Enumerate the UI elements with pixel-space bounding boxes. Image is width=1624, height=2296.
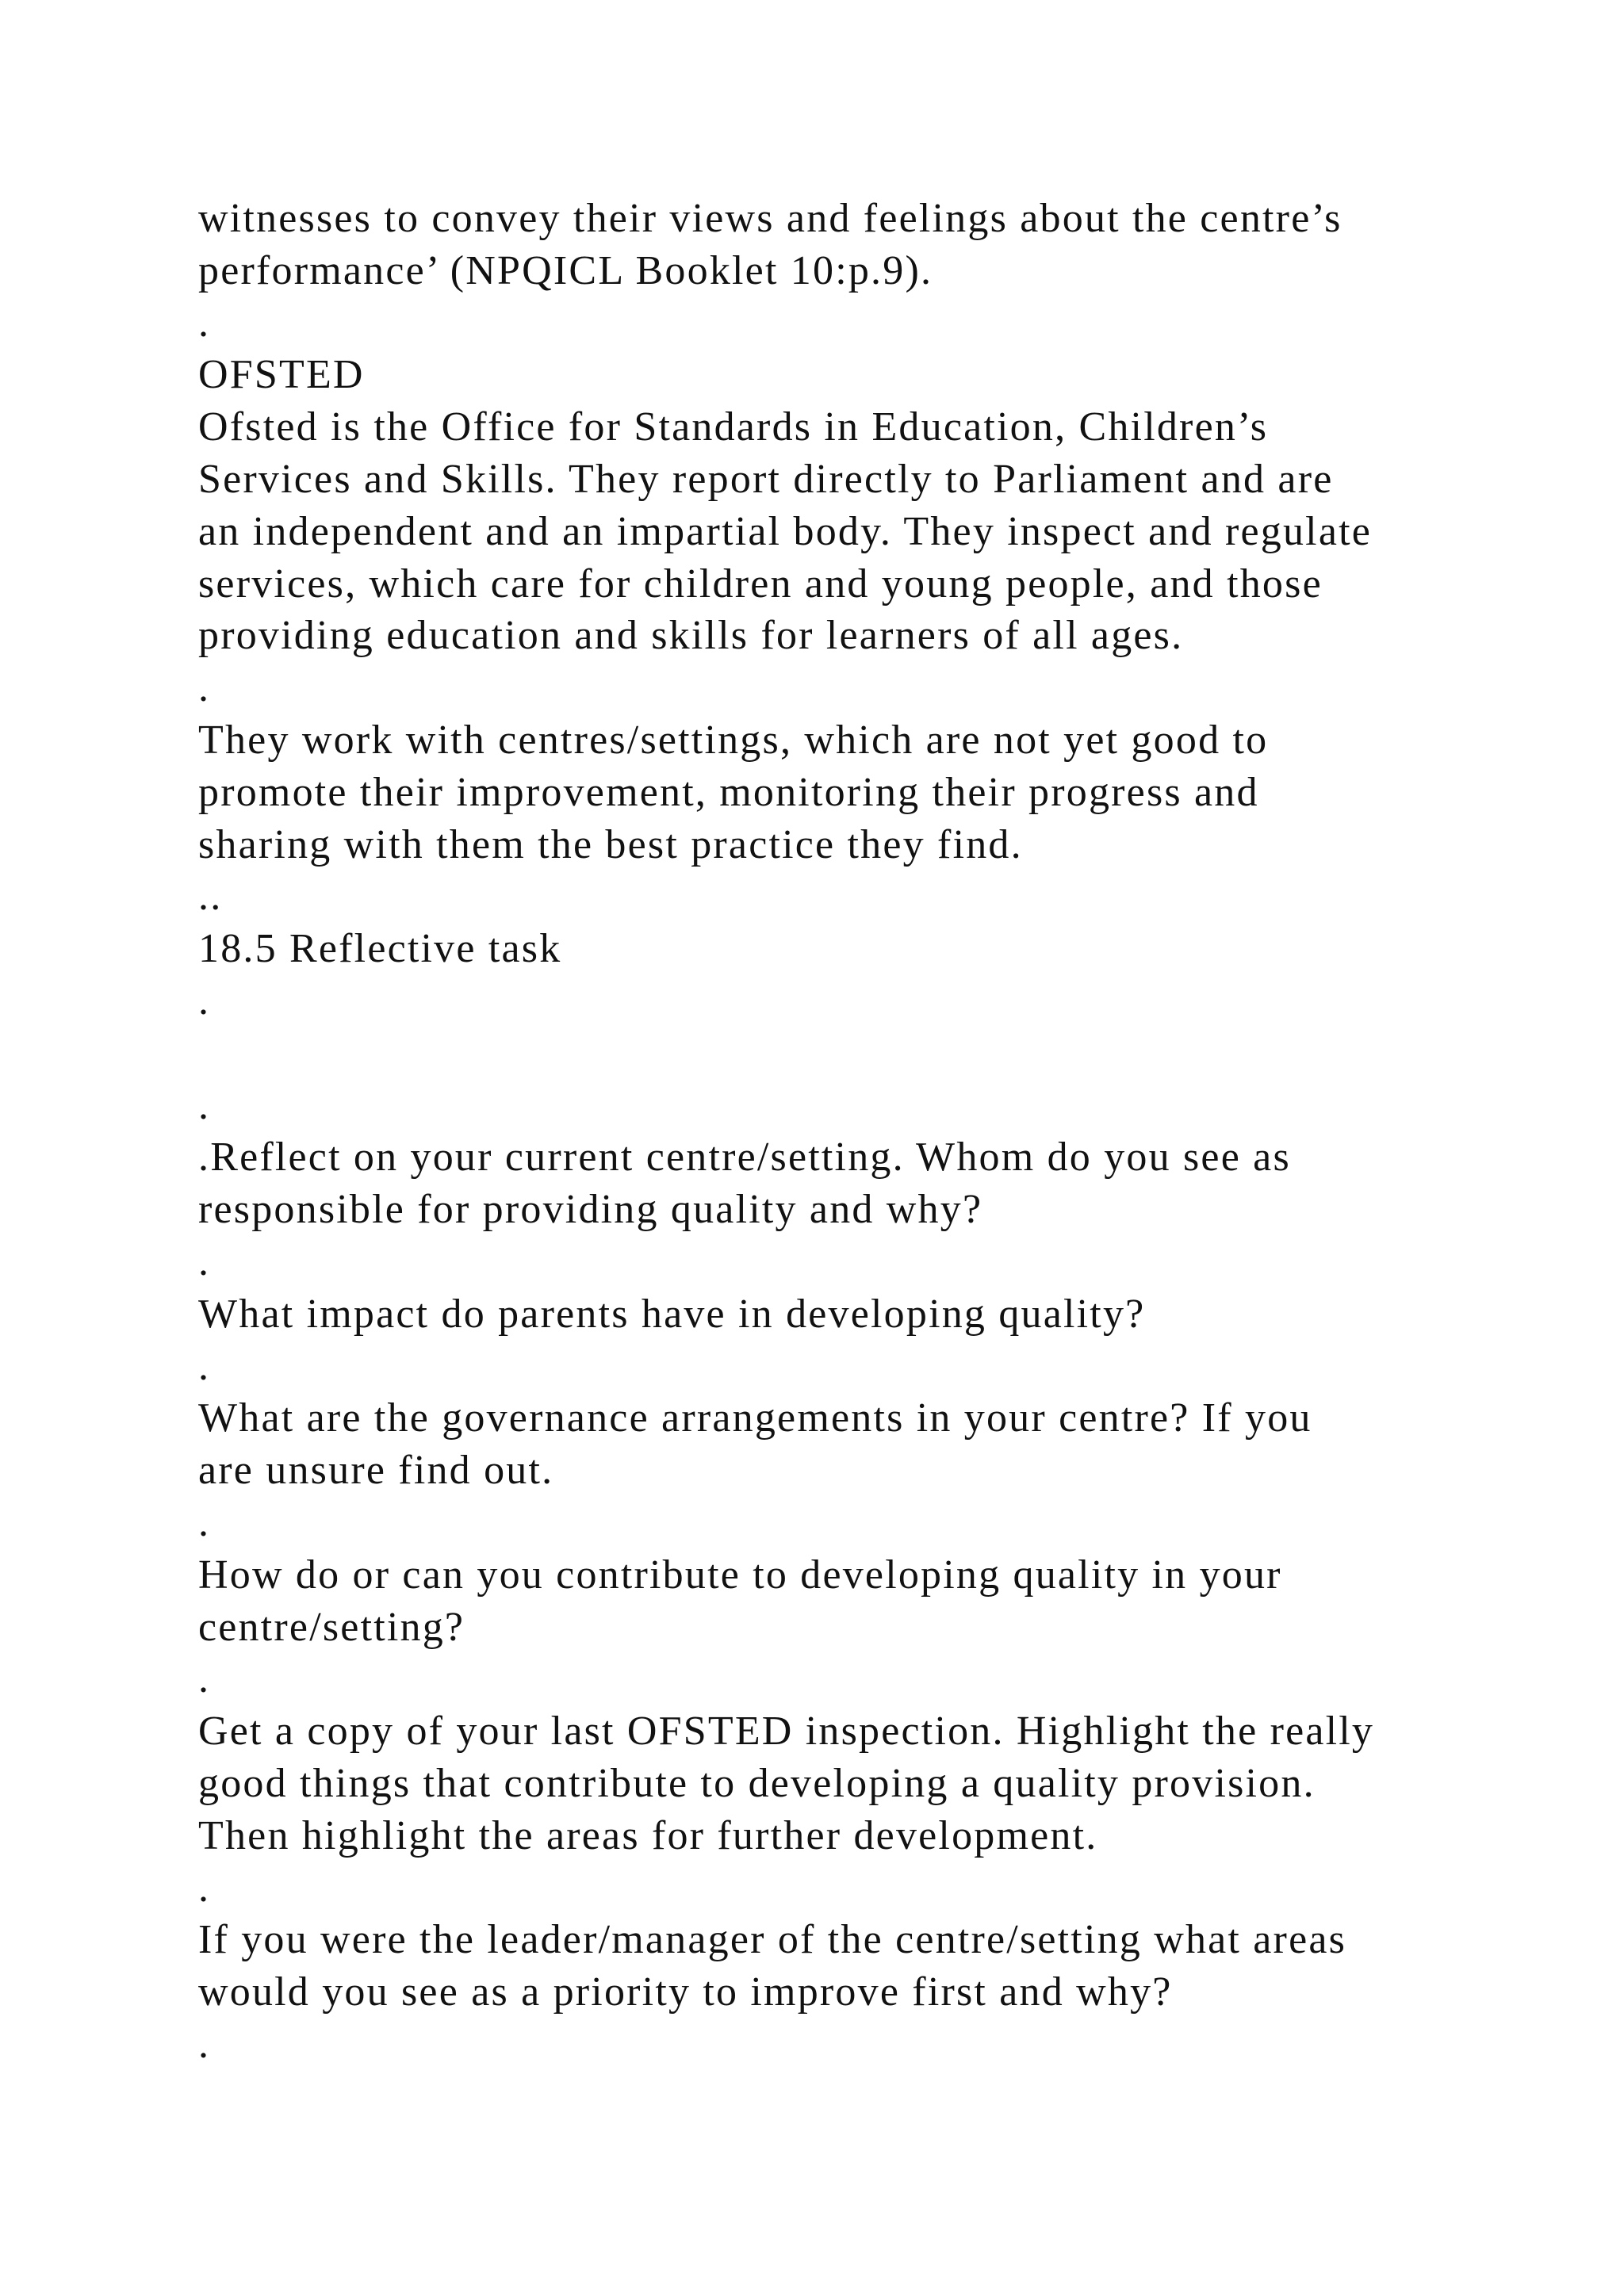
text-line: .: [198, 1238, 211, 1284]
text-line: .: [198, 1865, 211, 1911]
text-line: providing education and skills for learners of all ages.: [198, 613, 1184, 659]
text-line: .: [198, 300, 211, 346]
text-line: Get a copy of your last OFSTED inspection. Highlight the really: [198, 1709, 1375, 1755]
text-line: are unsure find out.: [198, 1448, 554, 1494]
text-line: .: [198, 1082, 211, 1128]
text-line: centre/setting?: [198, 1604, 465, 1650]
text-line: .: [198, 1499, 211, 1545]
text-line: .: [198, 1656, 211, 1702]
text-line: Ofsted is the Office for Standards in Education, Children’s: [198, 404, 1269, 450]
section-heading-ofsted: OFSTED: [198, 352, 365, 398]
text-line: responsible for providing quality and why?: [198, 1187, 983, 1233]
text-line: .: [198, 665, 211, 711]
text-line: ..: [198, 874, 223, 920]
text-line: sharing with them the best practice they find.: [198, 821, 1023, 867]
document-body: [198, 193, 1499, 2071]
text-line: Then highlight the areas for further development.: [198, 1812, 1098, 1858]
text-line: promote their improvement, monitoring their progress and: [198, 769, 1259, 815]
text-line: Services and Skills. They report directly to Parliament and are: [198, 456, 1334, 502]
text-line: .Reflect on your current centre/setting. Whom do you see as: [198, 1135, 1291, 1181]
text-line: What impact do parents have in developing quality?: [198, 1291, 1146, 1337]
section-heading-reflective-task: 18.5 Reflective task: [198, 926, 562, 972]
text-line: .: [198, 1343, 211, 1389]
text-line: They work with centres/settings, which are not yet good to: [198, 717, 1269, 763]
text-line: good things that contribute to developing a quality provision.: [198, 1760, 1316, 1806]
text-line: .: [198, 978, 211, 1024]
text-line: an independent and an impartial body. They inspect and regulate: [198, 508, 1373, 554]
text-line: would you see as a priority to improve first and why?: [198, 1969, 1173, 2015]
text-line: How do or can you contribute to developing quality in your: [198, 1552, 1282, 1598]
text-line: If you were the leader/manager of the centre/setting what areas: [198, 1917, 1347, 1963]
text-line: What are the governance arrangements in your centre? If you: [198, 1395, 1312, 1441]
blank-line: [198, 1027, 1499, 1080]
text-line: services, which care for children and young people, and those: [198, 561, 1323, 607]
text-line: performance’ (NPQICL Booklet 10:p.9).: [198, 247, 933, 293]
text-line: witnesses to convey their views and feelings about the centre’s: [198, 196, 1342, 241]
text-line: .: [198, 2021, 211, 2067]
